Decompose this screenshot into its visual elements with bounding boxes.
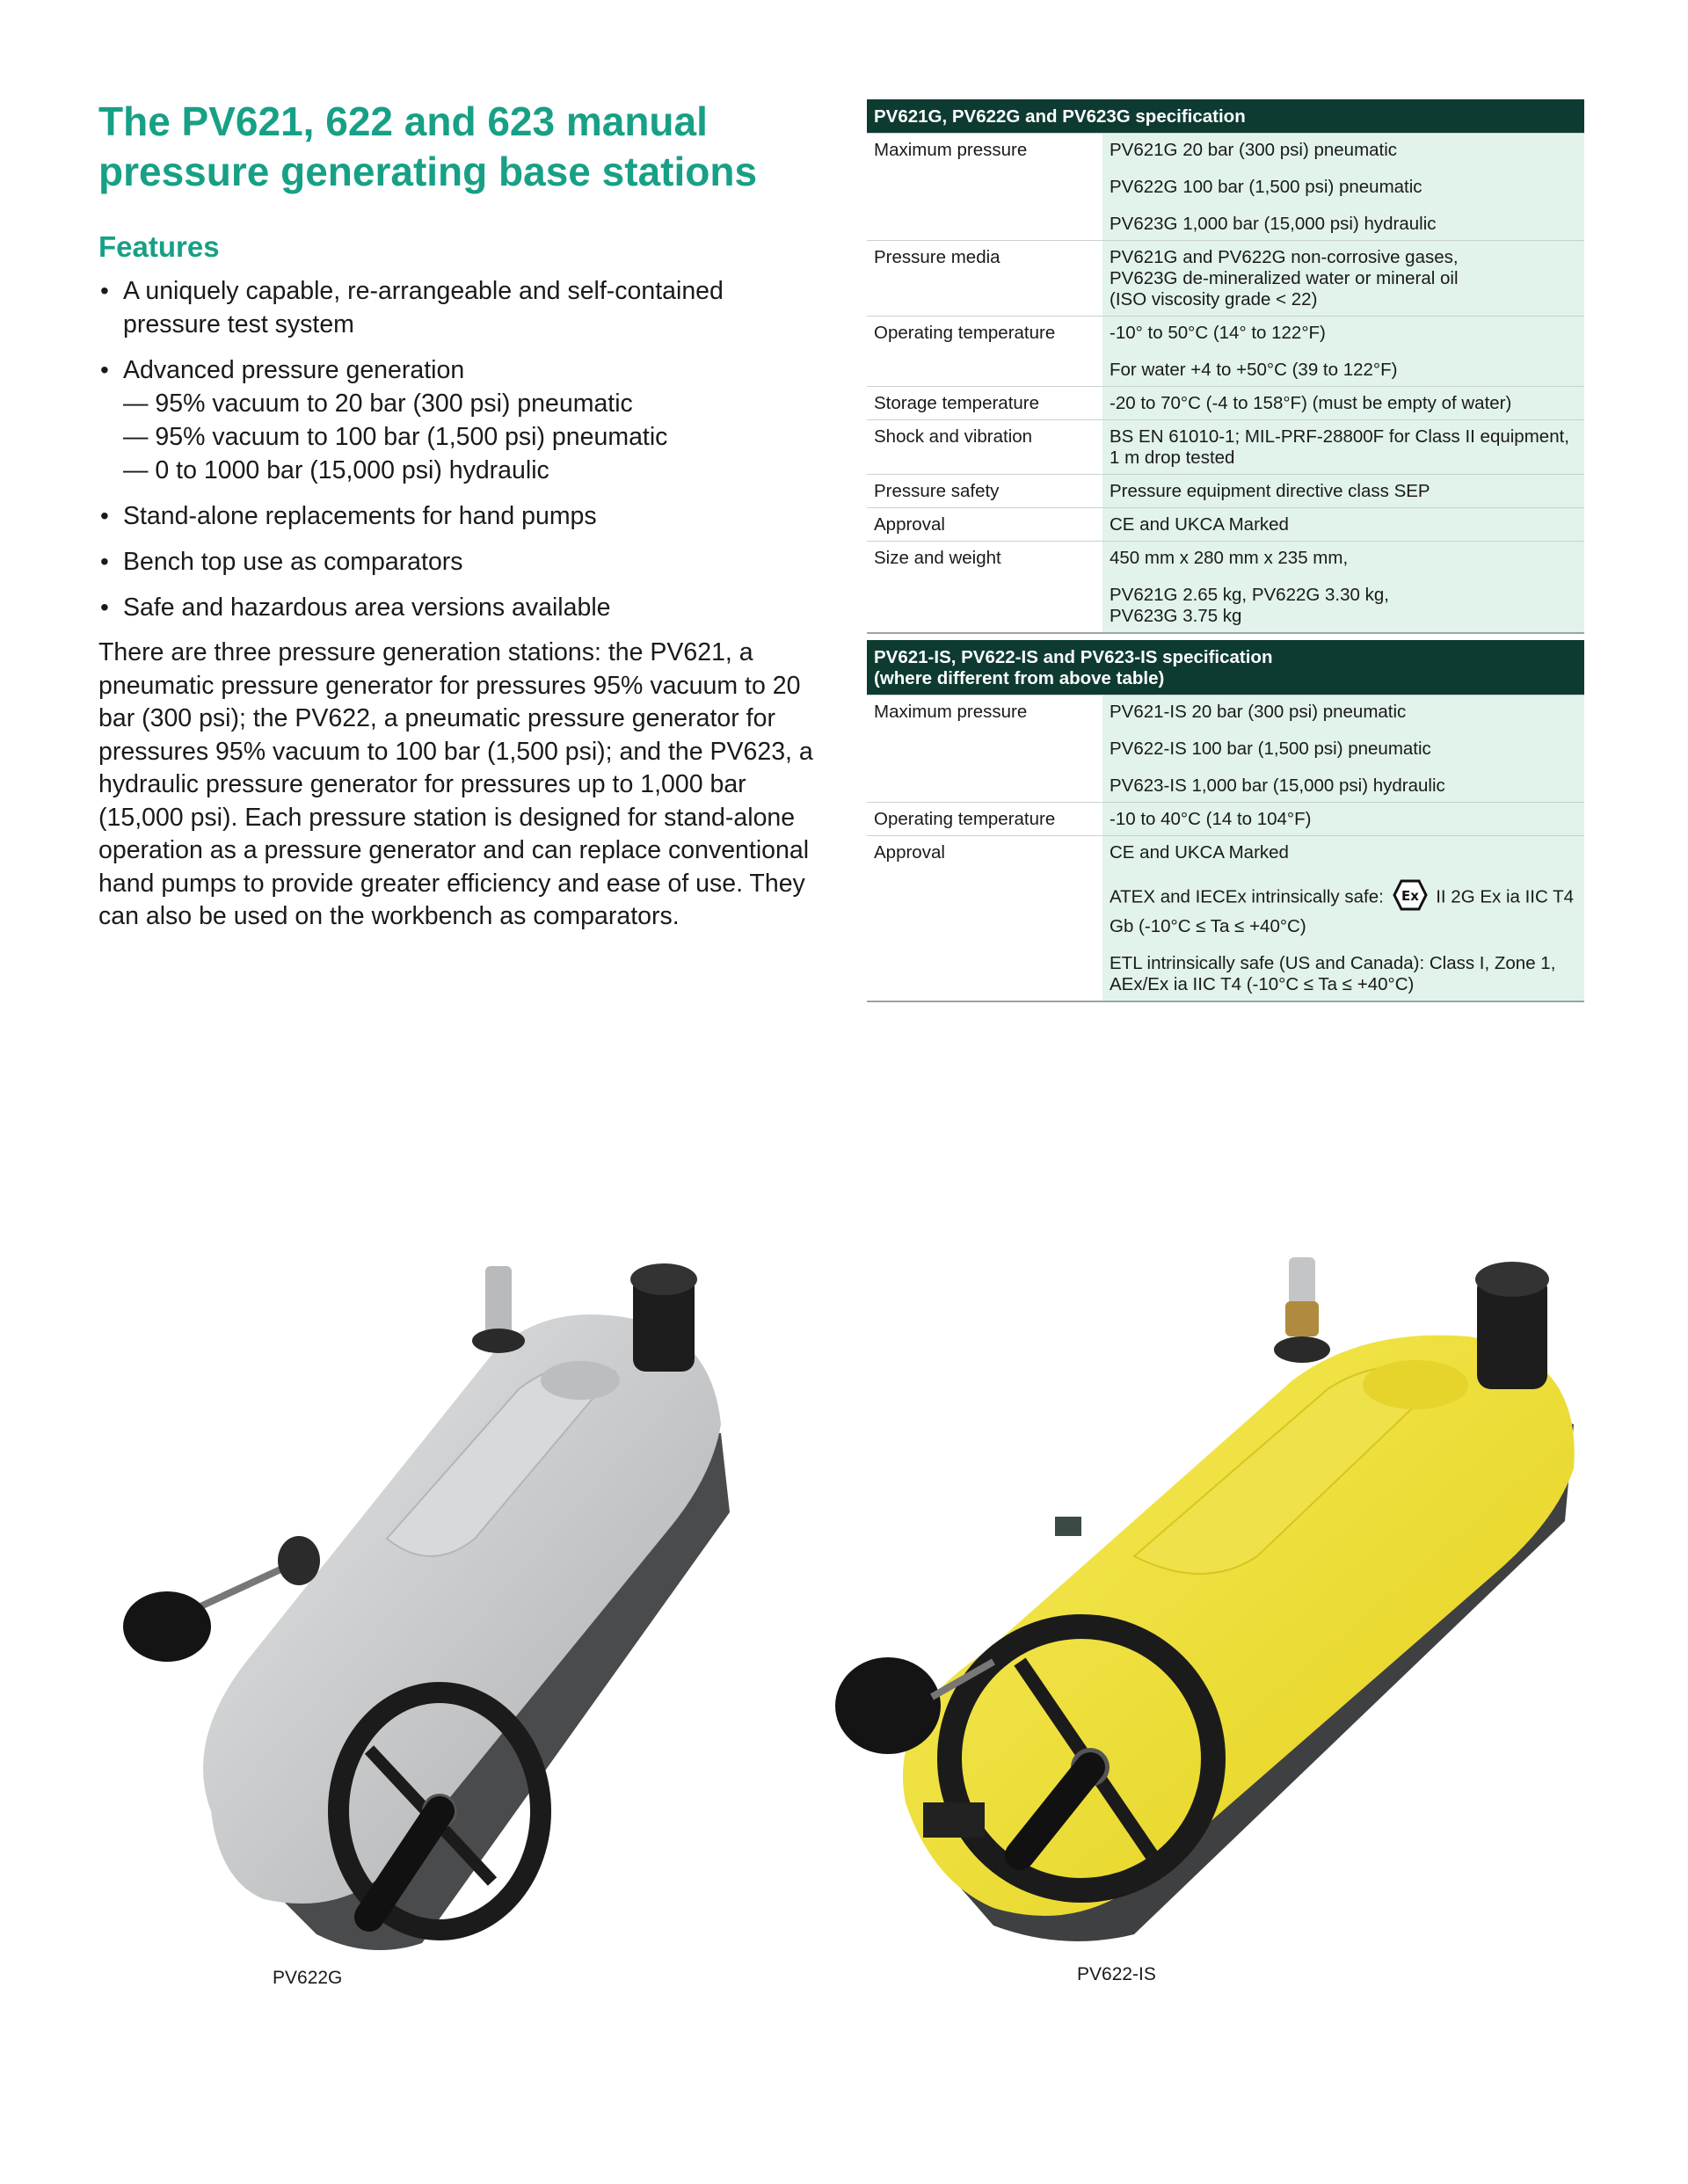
row-value: BS EN 61010-1; MIL-PRF-28800F for Class II equipment, 1 m drop tested xyxy=(1102,420,1584,475)
etl-line-1: ETL intrinsically safe (US and Canada): Class I, Zone 1, xyxy=(1110,953,1556,973)
intro-column xyxy=(98,97,819,934)
features-list xyxy=(98,274,819,624)
row-value: PV621G 2.65 kg, PV622G 3.30 kg, PV623G 3.75 kg xyxy=(1102,574,1584,633)
table-row xyxy=(867,695,1584,729)
table-row xyxy=(867,241,1584,317)
row-value: -10 to 40°C (14 to 104°F) xyxy=(1102,803,1584,836)
spec-table-is xyxy=(867,640,1584,1002)
pv622g-product-image xyxy=(106,1249,756,1952)
row-value: PV623-IS 1,000 bar (15,000 psi) hydraulic xyxy=(1102,765,1584,803)
feature-line: pressure test system xyxy=(123,310,354,339)
pv622-is-product-image xyxy=(800,1240,1591,1952)
row-label: Size and weight xyxy=(867,542,1102,575)
row-value: PV622G 100 bar (1,500 psi) pneumatic xyxy=(1102,166,1584,203)
feature-line: — 95% vacuum to 100 bar (1,500 psi) pneumatic xyxy=(123,423,668,451)
bullet-icon: • xyxy=(100,502,109,529)
atex-label: ATEX and IECEx intrinsically safe: xyxy=(1110,886,1384,907)
table-row xyxy=(867,387,1584,420)
title-line-1: The PV621, 622 and 623 manual xyxy=(98,98,708,144)
table-row xyxy=(867,508,1584,542)
pv622g-caption: PV622G xyxy=(273,1968,343,1988)
feature-item xyxy=(98,353,819,487)
row-value: CE and UKCA Marked xyxy=(1102,508,1584,542)
row-label: Operating temperature xyxy=(867,317,1102,350)
atex-marking: II 2G Ex ia IIC T4 xyxy=(1436,886,1575,907)
spec-table-g-heading: PV621G, PV622G and PV623G specification xyxy=(867,99,1584,133)
etl-line-2: AEx/Ex ia IIC T4 (-10°C ≤ Ta ≤ +40°C) xyxy=(1110,974,1415,994)
bullet-icon: • xyxy=(100,277,109,304)
table-row xyxy=(867,542,1584,575)
bullet-icon: • xyxy=(100,548,109,575)
row-value: For water +4 to +50°C (39 to 122°F) xyxy=(1102,349,1584,387)
row-label: Storage temperature xyxy=(867,387,1102,420)
table-row xyxy=(867,166,1584,203)
table-row xyxy=(867,475,1584,508)
page-title xyxy=(98,97,819,197)
row-label: Approval xyxy=(867,836,1102,870)
intro-paragraph: There are three pressure generation stations: the PV621, a pneumatic pressure generator for pressures 95% vacuum to 20 bar (300 psi); the PV622, a pneumatic pressure generator for pressures 95% vacuum to 100 bar (1,500 psi); and the PV623, a hydraulic pressure generator for pressures up to 1,000 bar (15,000 psi). Each pressure station is designed for stand-alone operation as a pressure generator and can replace conventional hand pumps to provide greater efficiency and ease of use. They can also be used on the workbench as comparators. xyxy=(98,638,813,930)
spec-table-is-heading-line-1: PV621-IS, PV622-IS and PV623-IS specification xyxy=(874,647,1273,667)
table-row xyxy=(867,765,1584,803)
table-row xyxy=(867,317,1584,350)
table-row xyxy=(867,803,1584,836)
features-heading: Features xyxy=(98,230,220,263)
row-label: Pressure safety xyxy=(867,475,1102,508)
ex-mark-text: Ex xyxy=(1401,888,1419,904)
row-label: Approval xyxy=(867,508,1102,542)
bullet-icon: • xyxy=(100,593,109,621)
table-row xyxy=(867,349,1584,387)
row-label: Maximum pressure xyxy=(867,134,1102,167)
row-value: PV623G 1,000 bar (15,000 psi) hydraulic xyxy=(1102,203,1584,241)
title-line-2: pressure generating base stations xyxy=(98,149,758,194)
row-value-atex xyxy=(1102,869,1584,943)
feature-item xyxy=(98,591,819,624)
ex-hazard-icon xyxy=(1393,879,1428,916)
row-value: -10° to 50°C (14° to 122°F) xyxy=(1102,317,1584,350)
row-label: Pressure media xyxy=(867,241,1102,317)
table-row xyxy=(867,836,1584,870)
row-value: -20 to 70°C (-4 to 158°F) (must be empty of water) xyxy=(1102,387,1584,420)
feature-line: Advanced pressure generation xyxy=(123,356,465,384)
row-value: PV621-IS 20 bar (300 psi) pneumatic xyxy=(1102,695,1584,729)
table-row xyxy=(867,869,1584,943)
pv622-is-caption: PV622-IS xyxy=(1077,1964,1156,1984)
feature-item xyxy=(98,545,819,579)
row-value: Pressure equipment directive class SEP xyxy=(1102,475,1584,508)
spec-table-is-body xyxy=(867,695,1584,1002)
row-label: Operating temperature xyxy=(867,803,1102,836)
table-row xyxy=(867,943,1584,1001)
feature-item xyxy=(98,274,819,341)
feature-line: — 95% vacuum to 20 bar (300 psi) pneumatic xyxy=(123,389,633,418)
spec-table-is-heading-line-2: (where different from above table) xyxy=(874,668,1165,688)
atex-marking-line-2: Gb (-10°C ≤ Ta ≤ +40°C) xyxy=(1110,916,1306,936)
table-row xyxy=(867,420,1584,475)
feature-line: Stand-alone replacements for hand pumps xyxy=(123,502,597,530)
row-label: Shock and vibration xyxy=(867,420,1102,475)
table-row xyxy=(867,574,1584,633)
row-value-etl xyxy=(1102,943,1584,1001)
spec-table-g-body xyxy=(867,133,1584,634)
row-label: Maximum pressure xyxy=(867,695,1102,729)
table-row xyxy=(867,134,1584,167)
spec-table-g xyxy=(867,99,1584,634)
spec-table-is-heading xyxy=(867,640,1584,695)
table-row xyxy=(867,728,1584,765)
row-value: 450 mm x 280 mm x 235 mm, xyxy=(1102,542,1584,575)
row-value: PV622-IS 100 bar (1,500 psi) pneumatic xyxy=(1102,728,1584,765)
feature-item xyxy=(98,499,819,533)
feature-line: A uniquely capable, re-arrangeable and self-contained xyxy=(123,277,724,305)
feature-line: Bench top use as comparators xyxy=(123,548,463,576)
row-value: CE and UKCA Marked xyxy=(1102,836,1584,870)
row-value: PV621G 20 bar (300 psi) pneumatic xyxy=(1102,134,1584,167)
row-value: PV621G and PV622G non-corrosive gases, PV623G de-mineralized water or mineral oil (ISO viscosity grade < 22) xyxy=(1102,241,1584,317)
bullet-icon: • xyxy=(100,356,109,383)
feature-line: — 0 to 1000 bar (15,000 psi) hydraulic xyxy=(123,456,549,484)
feature-line: Safe and hazardous area versions available xyxy=(123,593,611,622)
table-row xyxy=(867,203,1584,241)
